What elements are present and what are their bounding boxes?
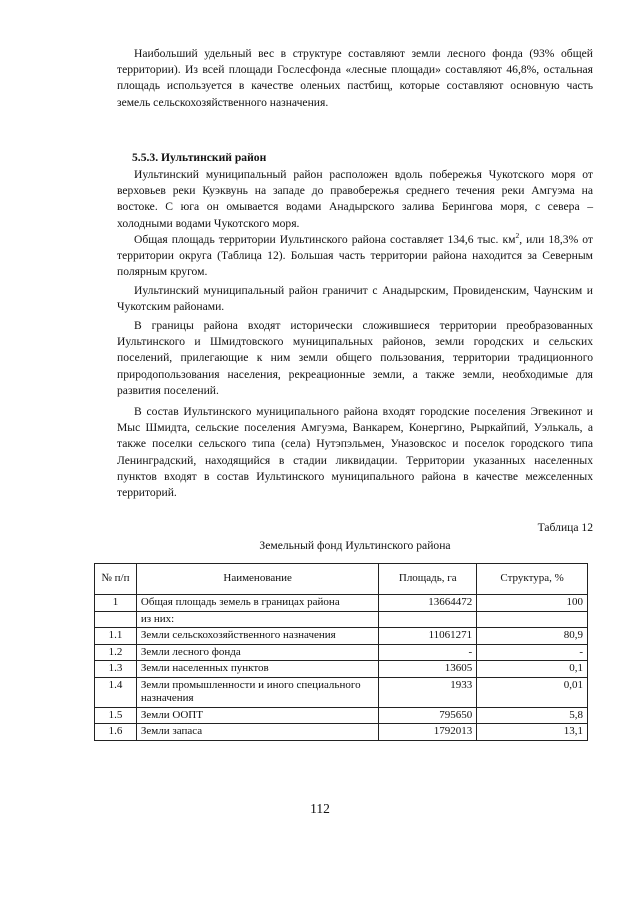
row-structure: 13,1 — [477, 724, 588, 741]
intro-paragraph: Наибольший удельный вес в структуре составляют земли лесного фонда (93% общей территории). Из всей площади Гослесфонда «лесные площади» составляют 46,8%, остальная площадь используется в качестве оленьих пастбищ, которые составляют основную часть земель сельскохозяйственного назначения. — [117, 47, 593, 109]
row-structure: 5,8 — [477, 707, 588, 724]
row-area: 13605 — [379, 661, 477, 678]
table-row — [95, 644, 588, 661]
location-paragraph: Иультинский муниципальный район расположен вдоль побережья Чукотского моря от верховьев реки Куэквунь на западе до правобережья среднего течения реки Амгуэма на востоке. С юга он омывается водами Анадырского залива Берингова моря, с севера – холодными водами Чукотского моря. — [117, 168, 593, 230]
row-num: 1.3 — [95, 661, 137, 678]
row-name: из них: — [136, 611, 378, 628]
row-num: 1.5 — [95, 707, 137, 724]
area-text-continued: , или 18,3% от территории округа (Таблица 12). Большая часть территории района находится за Северным полярным кругом. — [117, 233, 593, 279]
row-name: Общая площадь земель в границах района — [136, 595, 378, 612]
row-num: 1.1 — [95, 628, 137, 645]
table-row — [95, 595, 588, 612]
row-structure: 0,01 — [477, 677, 588, 707]
row-name: Земли сельскохозяйственного назначения — [136, 628, 378, 645]
row-area: 1792013 — [379, 724, 477, 741]
composition-paragraph: В границы района входят исторически сложившиеся территории преобразованных Иультинского и Шмидтовского муниципальных районов, земли городских и сельских поселений, прилегающие к ним земли общего пользования, территории традиционного природопользования населения, рекреационные земли, а также земли, необходимые для развития поселений. — [117, 319, 593, 397]
row-num: 1.2 — [95, 644, 137, 661]
row-num: 1 — [95, 595, 137, 612]
table-row — [95, 628, 588, 645]
header-structure: Структура, % — [477, 564, 588, 595]
row-name: Земли населенных пунктов — [136, 661, 378, 678]
table-title: Земельный фонд Иультинского района — [259, 539, 451, 552]
row-num — [95, 611, 137, 628]
header-area: Площадь, га — [379, 564, 477, 595]
area-superscript: 2 — [515, 231, 520, 241]
row-area — [379, 611, 477, 628]
row-area: - — [379, 644, 477, 661]
section-heading: 5.5.3. Иультинский район — [132, 151, 267, 164]
table-row — [95, 677, 588, 707]
row-num: 1.6 — [95, 724, 137, 741]
row-structure — [477, 611, 588, 628]
table-row — [95, 611, 588, 628]
table-row — [95, 724, 588, 741]
row-name: Земли лесного фонда — [136, 644, 378, 661]
row-area: 11061271 — [379, 628, 477, 645]
table-row — [95, 661, 588, 678]
row-name: Земли запаса — [136, 724, 378, 741]
table-number: Таблица 12 — [537, 521, 593, 534]
row-structure: 80,9 — [477, 628, 588, 645]
settlements-paragraph: В состав Иультинского муниципального района входят городские поселения Эгвекинот и Мыс Шмидта, сельские поселения Амгуэма, Ванкарем, Конергино, Рыркайпий, Уэлькаль, а также поселки сельского типа (села) Нутэпэльмен, Уназовскос и поселок городского типа Ленинградский, находящийся в стадии ликвидации. Территории указанных населенных пунктов входят в состав Иультинского муниципального района в качестве межселенных территорий. — [117, 405, 593, 500]
row-area: 795650 — [379, 707, 477, 724]
row-area: 13664472 — [379, 595, 477, 612]
row-structure: - — [477, 644, 588, 661]
table-row — [95, 707, 588, 724]
land-fund-table — [94, 563, 588, 741]
row-structure: 0,1 — [477, 661, 588, 678]
header-num: № п/п — [95, 564, 137, 595]
area-text: Общая площадь территории Иультинского района составляет 134,6 тыс. км — [134, 233, 516, 246]
row-num: 1.4 — [95, 677, 137, 707]
table-header-row — [95, 564, 588, 595]
page-number: 112 — [310, 801, 330, 816]
row-structure: 100 — [477, 595, 588, 612]
row-area: 1933 — [379, 677, 477, 707]
row-name: Земли промышленности и иного специального назначения — [136, 677, 378, 707]
header-name: Наименование — [136, 564, 378, 595]
area-paragraph — [117, 232, 593, 281]
borders-paragraph: Иультинский муниципальный район граничит с Анадырским, Провиденским, Чаунским и Чукотским районами. — [117, 284, 593, 314]
row-name: Земли ООПТ — [136, 707, 378, 724]
